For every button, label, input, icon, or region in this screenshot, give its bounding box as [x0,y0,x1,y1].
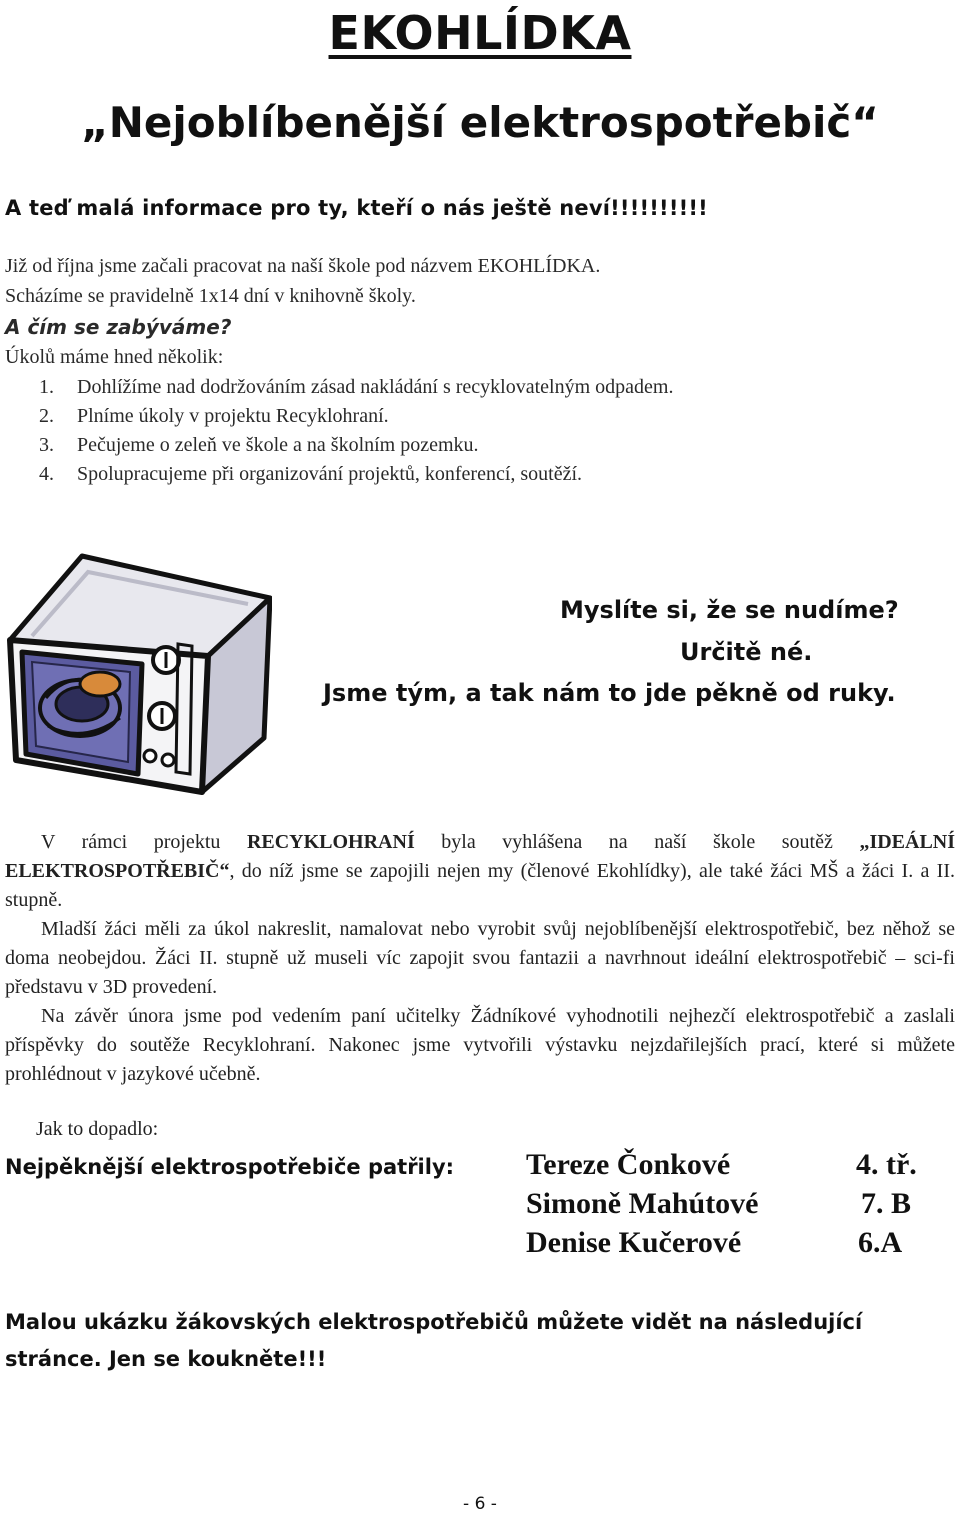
article-text: Mladší žáci měli za úkol nakreslit, namalovat nebo vyrobit svůj nejoblíbenější elektrospotřebič, bez něhož se doma neobejdou. Žáci II. stupně už museli víc zapojit svou fantazii a navrhnout ideální elektrospotřebič – sci-fi představu v 3D provedení. [5,918,955,998]
task-number: 4. [39,463,54,485]
about-line-1: Již od října jsme začali pracovat na naší škole pod názvem EKOHLÍDKA. [5,255,601,277]
about-question: A čím se zabýváme? [5,315,232,339]
winner-name: Simoně Mahútové [526,1187,759,1220]
task-text: Pečujeme o zeleň ve škole a na školním pozemku. [77,434,479,456]
winners-label: Nejpěknější elektrospotřebiče patřily: [5,1155,455,1179]
intro-line: A teď malá informace pro ty, kteří o nás ještě neví!!!!!!!!!! [5,196,708,220]
winner-class: 4. tř. [856,1148,917,1181]
article-text: Na závěr února jsme pod vedením paní učitelky Žádníkové vyhodnotili nejhezčí elektrospotřebič a zaslali příspěvky do soutěže Recyklohraní. Nakonec jsme vytvořili výstavku nejzdařilejších prací, které si můžete prohlédnout v jazykové učebně. [5,1005,955,1085]
project-name: RECYKLOHRANÍ [246,831,415,853]
article-paragraph-1 [5,828,955,915]
winner-class: 7. B [861,1187,912,1220]
task-item [39,405,389,428]
task-number: 2. [39,405,54,427]
about-line-2: Scházíme se pravidelně 1x14 dní v knihovně školy. [5,285,416,307]
results-question: Jak to dopadlo: [36,1118,159,1140]
article-text: V rámci projektu [41,831,247,853]
task-item [39,463,582,486]
task-item [39,434,479,457]
page-title: EKOHLÍDKA [328,6,632,60]
article-paragraph-3 [5,1002,955,1089]
microwave-icon [2,548,272,803]
winner-name: Tereze Čonkové [526,1148,731,1181]
competition-name: „IDEÁLNÍ ELEKTROSPOTŘEBIČ“ [5,831,956,882]
task-text: Dohlížíme nad dodržováním zásad nakládání s recyklovatelným odpadem. [77,376,674,398]
motto-line-3: Jsme tým, a tak nám to jde pěkně od ruky. [323,679,896,707]
article-text: byla vyhlášena na naší škole soutěž [414,831,860,853]
winner-name: Denise Kučerové [526,1226,742,1259]
closing-text: Malou ukázku žákovských elektrospotřebičů můžete vidět na následující stránce. Jen se koukněte!!! [5,1310,863,1371]
task-item [39,376,673,399]
winner-class: 6.A [858,1226,903,1259]
task-text: Plníme úkoly v projektu Recyklohraní. [77,405,389,427]
task-number: 1. [39,376,54,398]
page-subtitle: „Nejoblíbenější elektrospotřebič“ [81,98,879,147]
about-line-3: Úkolů máme hned několik: [5,346,224,368]
article-paragraph-2 [5,915,955,1002]
motto-line-2: Určitě né. [680,638,813,666]
task-text: Spolupracujeme při organizování projektů, konferencí, soutěží. [77,463,583,485]
page-number: - 6 - [463,1494,497,1514]
motto-line-1: Myslíte si, že se nudíme? [560,596,899,624]
article-text: , do níž jsme se zapojili nejen my (členové Ekohlídky), ale také žáci MŠ a žáci I. a II. stupně. [5,860,955,911]
task-number: 3. [39,434,54,456]
